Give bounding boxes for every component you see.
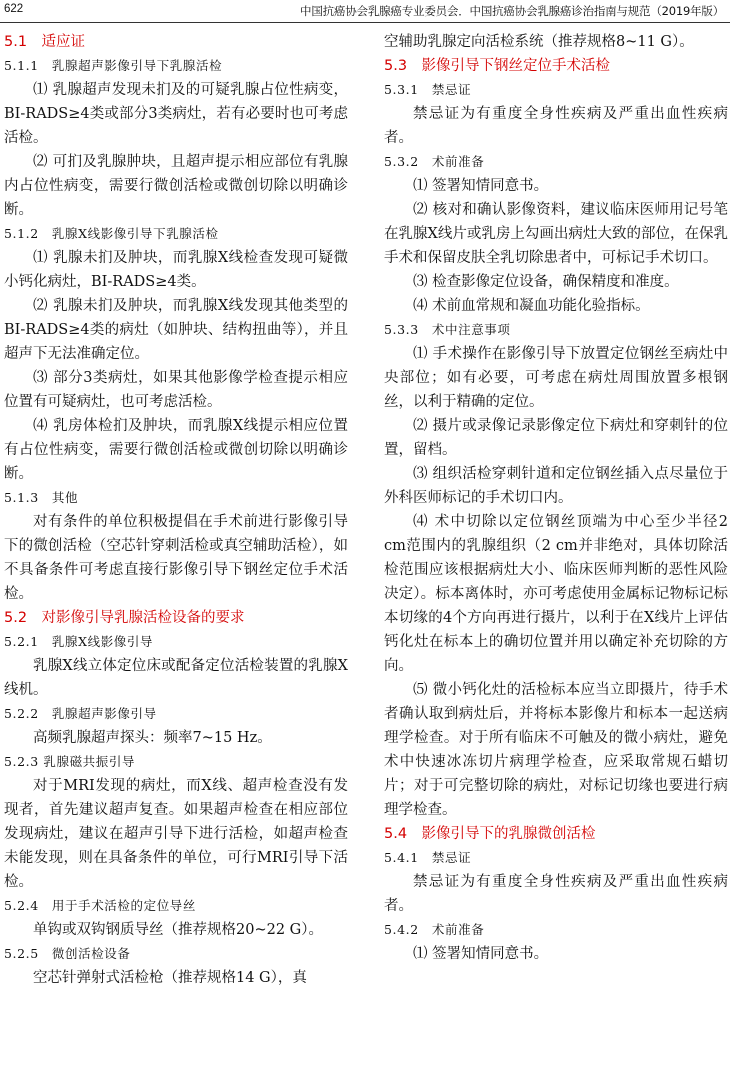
subsection-heading: 5.1.3 其他 xyxy=(4,490,79,505)
paragraph: 对于MRI发现的病灶，而X线、超声检查没有发现者，首先建议超声复查。如果超声检查在相应部位发现病灶，建议在超声引导下进行活检，如超声检查未能发现，则在具备条件的单位，可行MRI引导下活检。 xyxy=(4,778,348,890)
paragraph: ⑵ 乳腺未扪及肿块，而乳腺X线发现其他类型的BI-RADS≥4类的病灶（如肿块、结构扭曲等），并且超声下无法准确定位。 xyxy=(4,298,348,362)
paragraph: 对有条件的单位积极提倡在手术前进行影像引导下的微创活检（空芯针穿刺活检或真空辅助活检），如不具备条件可考虑直接行影像引导下钢丝定位手术活检。 xyxy=(4,514,348,602)
paragraph-continuation: 空辅助乳腺定向活检系统（推荐规格8~11 G）。 xyxy=(384,34,694,50)
section-heading: 5.1 适应证 xyxy=(4,34,86,50)
subsection-heading: 5.2.5 微创活检设备 xyxy=(4,946,131,961)
subsection-heading: 5.3.3 术中注意事项 xyxy=(384,322,511,337)
paragraph: ⑴ 乳腺超声发现未扪及的可疑乳腺占位性病变，BI-RADS≥4类或部分3类病灶，若有必要时也可考虑活检。 xyxy=(4,82,348,146)
subsection-heading: 5.2.3 乳腺磁共振引导 xyxy=(4,754,136,769)
paragraph: ⑴ 乳腺未扪及肿块，而乳腺X线检查发现可疑微小钙化病灶，BI-RADS≥4类。 xyxy=(4,250,348,290)
paragraph: 单钩或双钩钢质导丝（推荐规格20~22 G）。 xyxy=(33,922,323,938)
paragraph: ⑴ 签署知情同意书。 xyxy=(413,946,549,962)
paragraph: ⑶ 部分3类病灶，如果其他影像学检查提示相应位置有可疑病灶，也可考虑活检。 xyxy=(4,370,348,410)
paragraph: 高频乳腺超声探头：频率7~15 Hz。 xyxy=(33,730,272,746)
subsection-heading: 5.4.1 禁忌证 xyxy=(384,850,472,865)
paragraph: ⑷ 术中切除以定位钢丝顶端为中心至少半径2 cm范围内的乳腺组织（2 cm并非绝对，具体切除活检范围应该根据病灶大小、临床医师判断的恶性风险决定）。标本离体时，亦可考虑使用金属标记物标记标本切缘的4个方向再进行摄片，以利于在X线片上评估钙化灶在标本上的确切位置并用以确定补充切除的方向。 xyxy=(384,514,728,674)
section-heading: 5.2 对影像引导乳腺活检设备的要求 xyxy=(4,610,245,626)
paragraph: ⑷ 术前血常规和凝血功能化验指标。 xyxy=(413,298,650,314)
paragraph: 空芯针弹射式活检枪（推荐规格14 G），真 xyxy=(33,970,307,986)
subsection-heading: 5.3.2 术前准备 xyxy=(384,154,485,169)
subsection-heading: 5.1.1 乳腺超声影像引导下乳腺活检 xyxy=(4,58,223,73)
paragraph: ⑷ 乳房体检扪及肿块，而乳腺X线提示相应位置有占位性病变，需要行微创活检或微创切除以明确诊断。 xyxy=(4,418,348,482)
running-title: 中国抗癌协会乳腺癌专业委员会．中国抗癌协会乳腺癌诊治指南与规范（2019年版） xyxy=(300,4,724,18)
paragraph: ⑸ 微小钙化灶的活检标本应当立即摄片，待手术者确认取到病灶后，并将标本影像片和标本一起送病理学检查。对于所有临床不可触及的微小病灶，避免术中快速冰冻切片病理学检查，应采取常规石蜡切片；对于可完整切除的病灶，对标记切缘也要进行病理学检查。 xyxy=(384,682,728,818)
running-header xyxy=(0,0,730,23)
right-column xyxy=(384,30,728,966)
paragraph: ⑵ 核对和确认影像资料，建议临床医师用记号笔在乳腺X线片或乳房上勾画出病灶大致的部位，在保乳手术和保留皮肤全乳切除患者中，可标记手术切口。 xyxy=(384,202,728,266)
left-column xyxy=(4,30,348,990)
paragraph: ⑵ 可扪及乳腺肿块，且超声提示相应部位有乳腺内占位性病变，需要行微创活检或微创切除以明确诊断。 xyxy=(4,154,348,218)
subsection-heading: 5.2.1 乳腺X线影像引导 xyxy=(4,634,154,649)
paragraph: ⑴ 签署知情同意书。 xyxy=(413,178,549,194)
paragraph: 乳腺X线立体定位床或配备定位活检装置的乳腺X线机。 xyxy=(4,658,348,698)
page-number: 622 xyxy=(4,3,24,15)
section-heading: 5.4 影像引导下的乳腺微创活检 xyxy=(384,826,596,842)
subsection-heading: 5.2.4 用于手术活检的定位导丝 xyxy=(4,898,197,913)
section-heading: 5.3 影像引导下钢丝定位手术活检 xyxy=(384,58,611,74)
paragraph: 禁忌证为有重度全身性疾病及严重出血性疾病者。 xyxy=(384,106,728,146)
paragraph: ⑶ 检查影像定位设备，确保精度和准度。 xyxy=(413,274,679,290)
subsection-heading: 5.1.2 乳腺X线影像引导下乳腺活检 xyxy=(4,226,219,241)
subsection-heading: 5.4.2 术前准备 xyxy=(384,922,485,937)
paragraph: ⑶ 组织活检穿刺针道和定位钢丝插入点尽量位于外科医师标记的手术切口内。 xyxy=(384,466,728,506)
paragraph: 禁忌证为有重度全身性疾病及严重出血性疾病者。 xyxy=(384,874,728,914)
subsection-heading: 5.3.1 禁忌证 xyxy=(384,82,472,97)
paragraph: ⑵ 摄片或录像记录影像定位下病灶和穿刺针的位置，留档。 xyxy=(384,418,728,458)
paragraph: ⑴ 手术操作在影像引导下放置定位钢丝至病灶中央部位；如有必要，可考虑在病灶周围放置多根钢丝，以利于精确的定位。 xyxy=(384,346,728,410)
subsection-heading: 5.2.2 乳腺超声影像引导 xyxy=(4,706,157,721)
